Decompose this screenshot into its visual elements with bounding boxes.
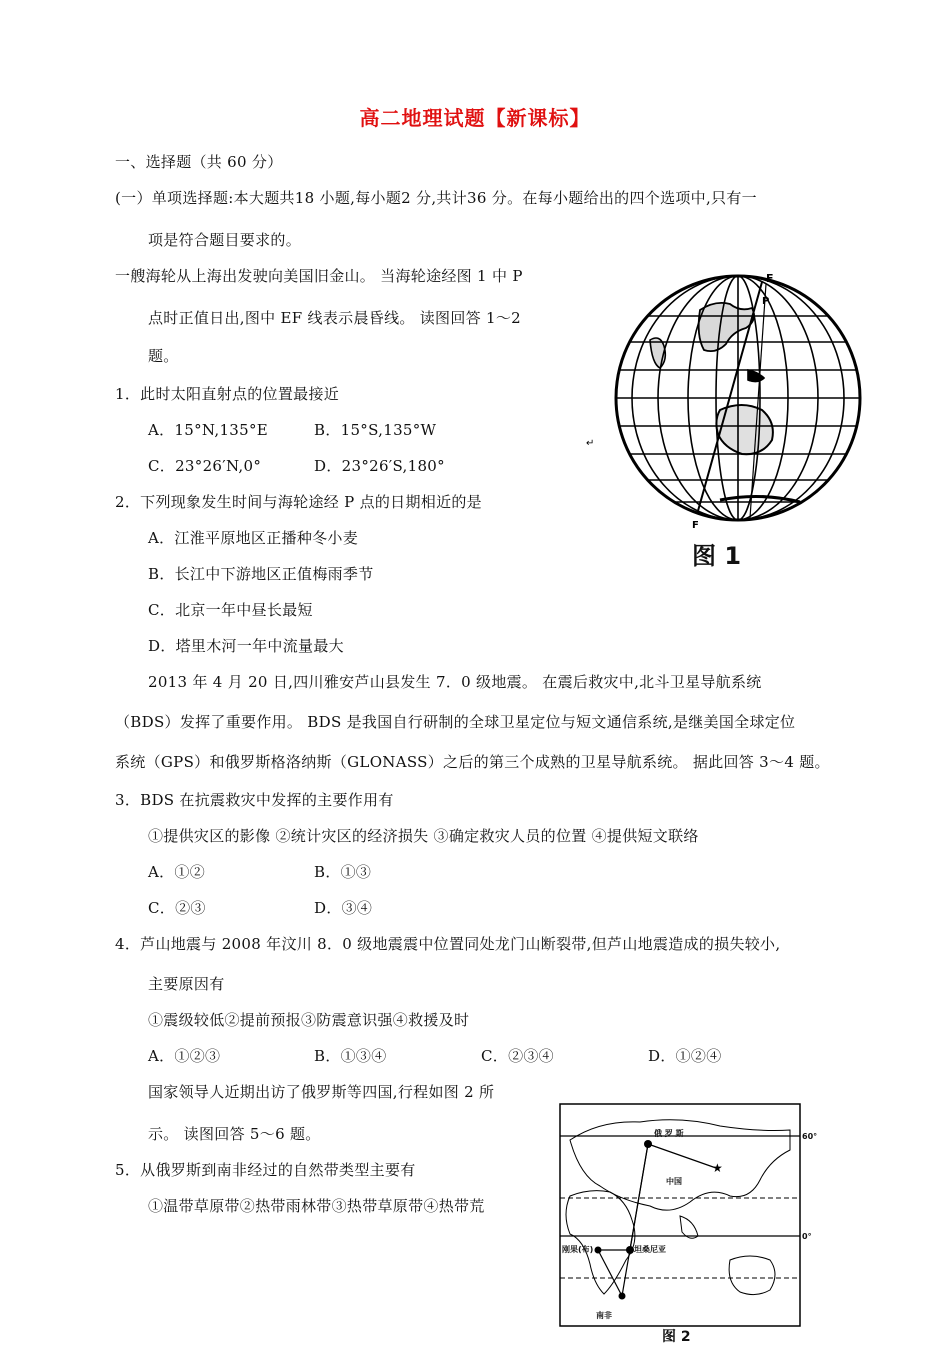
globe-label-e: E — [766, 272, 774, 285]
question-1-option-c: C．23°26′N,0° — [148, 457, 262, 475]
question-1-option-a: A．15°N,135°E — [148, 421, 269, 439]
passage-2-end: 系统（GPS）和俄罗斯格洛纳斯（GLONASS）之后的第三个成熟的卫星导航系统。 据此回答 3～4 题。 — [115, 753, 830, 771]
globe-graphic — [580, 260, 880, 570]
passage-2: 2013 年 4 月 20 日,四川雅安芦山县发生 7．0 级地震。 在震后救灾中,北斗卫星导航系统 — [148, 673, 762, 691]
question-3-option-a: A．①② — [148, 863, 206, 881]
passage-3-cont: 示。 读图回答 5～6 题。 — [148, 1125, 321, 1143]
question-5-items: ①温带草原带②热带雨林带③热带草原带④热带荒 — [148, 1197, 485, 1215]
question-2-option-c: C．北京一年中昼长最短 — [148, 601, 313, 619]
question-1-option-b: B．15°S,135°W — [314, 421, 437, 439]
section-heading: 一、选择题（共 60 分） — [115, 153, 283, 171]
passage-2-cont: （BDS）发挥了重要作用。 BDS 是我国自行研制的全球卫星定位与短文通信系统,是继美国全球定位 — [115, 713, 796, 731]
question-4-option-b: B．①③④ — [314, 1047, 387, 1065]
map-label-congo: 刚果(布) — [562, 1245, 594, 1254]
question-4-option-c: C．②③④ — [481, 1047, 554, 1065]
figure-1-globe — [580, 260, 880, 570]
passage-1: 一艘海轮从上海出发驶向美国旧金山。 当海轮途经图 1 中 P — [115, 267, 523, 285]
question-3: 3．BDS 在抗震救灾中发挥的主要作用有 — [115, 791, 394, 809]
map-label-tanzania: 坦桑尼亚 — [634, 1245, 666, 1254]
route-map-graphic — [540, 1100, 830, 1330]
question-2-option-b: B．长江中下游地区正值梅雨季节 — [148, 565, 374, 583]
map-lat-60: 60° — [802, 1132, 818, 1141]
figure-2-map — [540, 1100, 830, 1344]
part-instructions: (一）单项选择题:本大题共18 小题,每小题2 分,共计36 分。在每小题给出的四个选项中,只有一 — [115, 189, 757, 207]
question-4-items: ①震级较低②提前预报③防震意识强④救援及时 — [148, 1011, 470, 1029]
question-2: 2．下列现象发生时间与海轮途经 P 点的日期相近的是 — [115, 493, 482, 511]
question-3-option-c: C．②③ — [148, 899, 206, 917]
question-3-items: ①提供灾区的影像 ②统计灾区的经济损失 ③确定救灾人员的位置 ④提供短文联络 — [148, 827, 699, 845]
question-4-option-a: A．①②③ — [148, 1047, 221, 1065]
question-2-option-a: A．江淮平原地区正播种冬小麦 — [148, 529, 359, 547]
question-4-option-d: D．①②④ — [648, 1047, 722, 1065]
figure-2-caption: 图 2 — [662, 1329, 691, 1345]
question-3-option-b: B．①③ — [314, 863, 372, 881]
globe-label-f: F — [692, 520, 699, 531]
part-instructions-cont: 项是符合题目要求的。 — [148, 231, 302, 249]
question-2-option-d: D．塔里木河一年中流量最大 — [148, 637, 344, 655]
map-lat-0: 0° — [802, 1232, 812, 1241]
map-label-russia: 俄 罗 斯 — [654, 1129, 684, 1138]
passage-1-end: 题。 — [148, 347, 179, 365]
question-3-option-d: D．③④ — [314, 899, 373, 917]
question-1: 1．此时太阳直射点的位置最接近 — [115, 385, 340, 403]
page-title: 高二地理试题【新课标】 — [359, 106, 591, 130]
question-4-cont: 主要原因有 — [148, 975, 225, 993]
passage-1-cont: 点时正值日出,图中 EF 线表示晨昏线。 读图回答 1～2 — [148, 309, 521, 327]
passage-3: 国家领导人近期出访了俄罗斯等四国,行程如图 2 所 — [148, 1083, 495, 1101]
map-label-china: 中国 — [666, 1177, 682, 1186]
question-4: 4．芦山地震与 2008 年汶川 8．0 级地震震中位置同处龙门山断裂带,但芦山地震造成的损失较小, — [115, 935, 781, 953]
beijing-star-icon: ★ — [712, 1161, 723, 1175]
figure-1-caption: 图 1 — [692, 542, 742, 570]
question-5: 5．从俄罗斯到南非经过的自然带类型主要有 — [115, 1161, 416, 1179]
globe-side-mark: ↵ — [586, 438, 595, 449]
question-1-option-d: D．23°26′S,180° — [314, 457, 445, 475]
globe-label-p: P — [762, 296, 770, 307]
map-label-south-africa: 南非 — [596, 1311, 612, 1320]
